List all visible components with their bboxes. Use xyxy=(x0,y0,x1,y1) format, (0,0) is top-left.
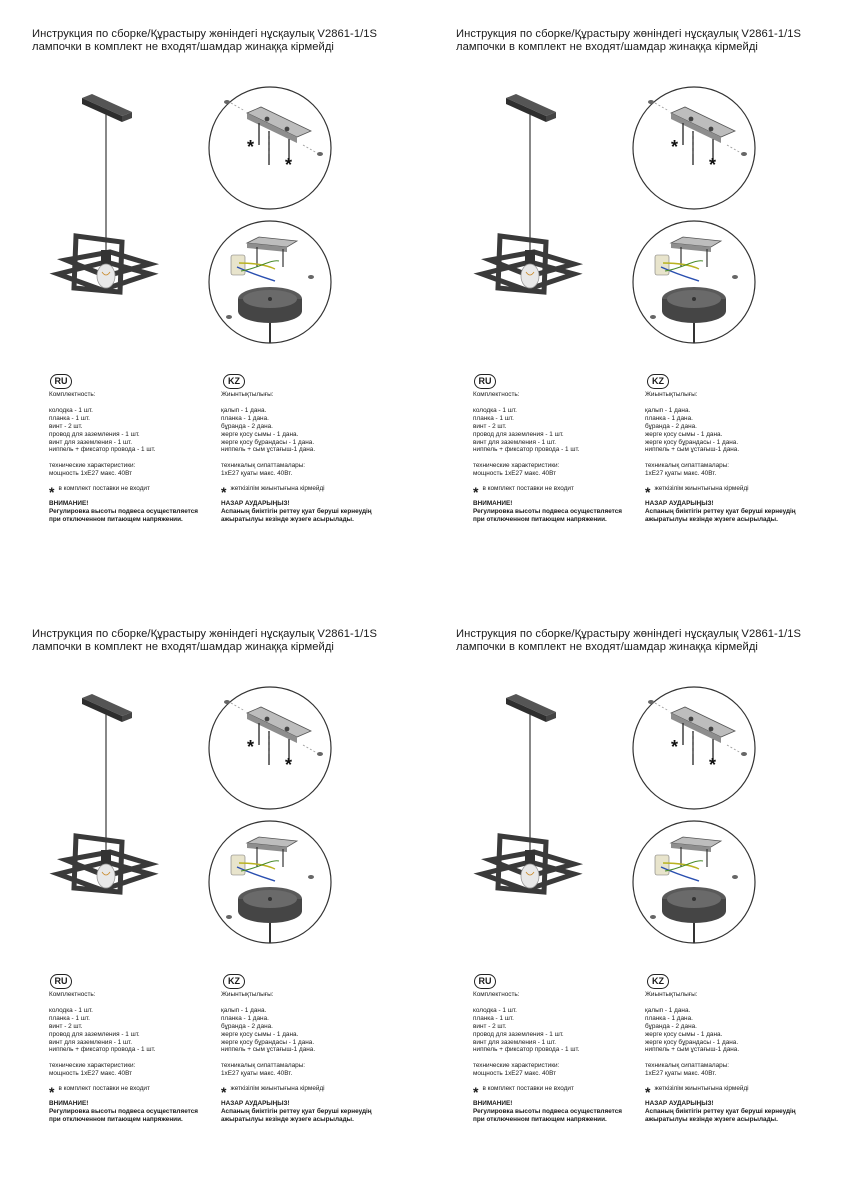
note-text: жеткізілім жиынтығына кірмейді xyxy=(230,1085,325,1093)
wiring-diagram xyxy=(631,219,757,345)
title-line2: лампочки в комплект не входят/шамдар жинаққа кірмейді xyxy=(456,641,758,653)
kz-column xyxy=(221,391,372,524)
warning-line: ажыратылуы кезінде жүзеге асырылады. xyxy=(221,515,354,523)
note-line xyxy=(49,484,198,501)
list-item: бұранда - 2 дана. xyxy=(221,1022,273,1030)
list-item: ниппель + сым ұстағыш-1 дана. xyxy=(645,1046,740,1054)
specs-heading: техникалық сипаттамалары: xyxy=(221,1062,306,1070)
mounting-plate-diagram xyxy=(631,85,757,211)
warning-title: НАЗАР АУДАРЫҢЫЗ! xyxy=(645,500,714,508)
warning-line: Аспаның биіктігін реттеу қуат беруші кернеудің xyxy=(221,1108,372,1116)
kz-heading: Жиынтықтылығы: xyxy=(645,991,698,998)
list-item: колодка - 1 шт. xyxy=(49,1006,93,1014)
ru-column xyxy=(49,391,198,524)
page-title xyxy=(32,628,377,654)
list-item: провод для заземления - 1 шт. xyxy=(473,1030,564,1038)
note-text: жеткізілім жиынтығына кірмейді xyxy=(654,485,749,493)
warning-line: Регулировка высоты подвеса осуществляется xyxy=(473,1108,623,1116)
list-item: винт для заземления - 1 шт. xyxy=(473,1038,557,1046)
warning-title: НАЗАР АУДАРЫҢЫЗ! xyxy=(221,1100,290,1108)
title-line1: Инструкция по сборке/Құрастыру жөніндегі нұсқаулық V2861-1/1S xyxy=(32,28,378,40)
warning-line: ажыратылуы кезінде жүзеге асырылады. xyxy=(221,1115,354,1123)
note-line xyxy=(221,1084,372,1101)
title-line2: лампочки в комплект не входят/шамдар жинаққа кірмейді xyxy=(32,641,334,653)
list-item: қалып - 1 дана. xyxy=(645,1006,691,1014)
warning-line: Регулировка высоты подвеса осуществляется xyxy=(473,508,623,516)
instruction-panel-bottom-right xyxy=(424,600,848,1200)
list-item: винт для заземления - 1 шт. xyxy=(473,438,557,446)
warning-title: ВНИМАНИЕ! xyxy=(49,1100,89,1108)
ru-column xyxy=(473,391,622,524)
specs-value: мощность 1хЕ27 макс. 40Вт xyxy=(473,470,557,478)
list-item: планка - 1 шт. xyxy=(49,1014,90,1022)
list-item: қалып - 1 дана. xyxy=(221,406,267,414)
kz-heading: Жиынтықтылығы: xyxy=(645,391,698,398)
note-line xyxy=(49,1084,198,1101)
kz-badge: KZ xyxy=(647,974,669,989)
list-item: бұранда - 2 дана. xyxy=(221,422,273,430)
note-line xyxy=(473,1084,622,1101)
note-text: жеткізілім жиынтығына кірмейді xyxy=(654,1085,749,1093)
asterisk-icon: * xyxy=(473,484,479,501)
list-item: ниппель + сым ұстағыш-1 дана. xyxy=(221,1046,316,1054)
list-item: ниппель + фиксатор провода - 1 шт. xyxy=(49,1046,156,1054)
wiring-diagram xyxy=(207,819,333,945)
asterisk-icon: * xyxy=(645,1084,651,1101)
instruction-panel-top-left xyxy=(0,0,424,600)
list-item: провод для заземления - 1 шт. xyxy=(49,430,140,438)
list-item: планка - 1 дана. xyxy=(221,414,269,422)
warning-line: Аспаның биіктігін реттеу қуат беруші кернеудің xyxy=(645,1108,796,1116)
wiring-diagram xyxy=(207,219,333,345)
title-line1: Инструкция по сборке/Құрастыру жөніндегі нұсқаулық V2861-1/1S xyxy=(456,28,802,40)
list-item: жерге қосу бұрандасы - 1 дана. xyxy=(645,438,739,446)
warning-line: при отключенном питающем напряжении. xyxy=(49,1115,183,1123)
list-item: винт - 2 шт. xyxy=(473,422,507,430)
instruction-panel-top-right xyxy=(424,0,848,600)
list-item: ниппель + фиксатор провода - 1 шт. xyxy=(473,1046,580,1054)
list-item: қалып - 1 дана. xyxy=(645,406,691,414)
instruction-panel-bottom-left xyxy=(0,600,424,1200)
ru-badge: RU xyxy=(50,374,72,389)
list-item: бұранда - 2 дана. xyxy=(645,422,697,430)
asterisk-icon: * xyxy=(473,1084,479,1101)
specs-heading: техникалық сипаттамалары: xyxy=(645,1062,730,1070)
wiring-diagram xyxy=(631,819,757,945)
warning-line: при отключенном питающем напряжении. xyxy=(473,1115,607,1123)
specs-value: 1хЕ27 қуаты макс. 40Вт. xyxy=(645,470,717,478)
list-item: винт для заземления - 1 шт. xyxy=(49,438,133,446)
specs-value: мощность 1хЕ27 макс. 40Вт xyxy=(473,1070,557,1078)
warning-line: Аспаның биіктігін реттеу қуат беруші кернеудің xyxy=(221,508,372,516)
kz-badge: KZ xyxy=(223,374,245,389)
warning-title: ВНИМАНИЕ! xyxy=(49,500,89,508)
list-item: жерге қосу сымы - 1 дана. xyxy=(221,1030,299,1038)
list-item: планка - 1 шт. xyxy=(49,414,90,422)
lamp-illustration xyxy=(48,92,160,332)
ru-column xyxy=(49,991,198,1124)
list-item: жерге қосу бұрандасы - 1 дана. xyxy=(645,1038,739,1046)
list-item: қалып - 1 дана. xyxy=(221,1006,267,1014)
title-line2: лампочки в комплект не входят/шамдар жинаққа кірмейді xyxy=(456,41,758,53)
ru-heading: Комплектность: xyxy=(473,391,520,398)
ru-badge: RU xyxy=(50,974,72,989)
specs-heading: технические характеристики: xyxy=(473,462,560,470)
note-text: жеткізілім жиынтығына кірмейді xyxy=(230,485,325,493)
page-title xyxy=(456,628,801,654)
list-item: провод для заземления - 1 шт. xyxy=(473,430,564,438)
list-item: винт - 2 шт. xyxy=(49,1022,83,1030)
warning-title: НАЗАР АУДАРЫҢЫЗ! xyxy=(645,1100,714,1108)
title-line1: Инструкция по сборке/Құрастыру жөніндегі нұсқаулық V2861-1/1S xyxy=(32,628,378,640)
specs-value: мощность 1хЕ27 макс. 40Вт xyxy=(49,1070,133,1078)
list-item: жерге қосу бұрандасы - 1 дана. xyxy=(221,438,315,446)
list-item: жерге қосу сымы - 1 дана. xyxy=(221,430,299,438)
specs-value: мощность 1хЕ27 макс. 40Вт xyxy=(49,470,133,478)
page-title xyxy=(32,28,377,54)
list-item: планка - 1 шт. xyxy=(473,414,514,422)
list-item: колодка - 1 шт. xyxy=(473,1006,517,1014)
note-text: в комплект поставки не входит xyxy=(482,485,574,493)
note-line xyxy=(473,484,622,501)
list-item: винт - 2 шт. xyxy=(473,1022,507,1030)
list-item: жерге қосу сымы - 1 дана. xyxy=(645,1030,723,1038)
list-item: ниппель + сым ұстағыш-1 дана. xyxy=(221,446,316,454)
ru-badge: RU xyxy=(474,974,496,989)
warning-line: ажыратылуы кезінде жүзеге асырылады. xyxy=(645,1115,778,1123)
note-text: в комплект поставки не входит xyxy=(58,485,150,493)
warning-line: ажыратылуы кезінде жүзеге асырылады. xyxy=(645,515,778,523)
kz-badge: KZ xyxy=(223,974,245,989)
kz-badge: KZ xyxy=(647,374,669,389)
specs-heading: техникалық сипаттамалары: xyxy=(645,462,730,470)
asterisk-icon: * xyxy=(49,1084,55,1101)
ru-column xyxy=(473,991,622,1124)
kz-heading: Жиынтықтылығы: xyxy=(221,991,274,998)
ru-badge: RU xyxy=(474,374,496,389)
warning-title: ВНИМАНИЕ! xyxy=(473,500,513,508)
kz-column xyxy=(645,991,796,1124)
warning-line: Регулировка высоты подвеса осуществляется xyxy=(49,1108,199,1116)
specs-value: 1хЕ27 қуаты макс. 40Вт. xyxy=(221,470,293,478)
kz-column xyxy=(645,391,796,524)
list-item: ниппель + сым ұстағыш-1 дана. xyxy=(645,446,740,454)
list-item: планка - 1 шт. xyxy=(473,1014,514,1022)
list-item: планка - 1 дана. xyxy=(645,1014,693,1022)
specs-heading: технические характеристики: xyxy=(49,462,136,470)
asterisk-icon: * xyxy=(645,484,651,501)
list-item: бұранда - 2 дана. xyxy=(645,1022,697,1030)
list-item: жерге қосу бұрандасы - 1 дана. xyxy=(221,1038,315,1046)
list-item: жерге қосу сымы - 1 дана. xyxy=(645,430,723,438)
warning-line: при отключенном питающем напряжении. xyxy=(473,515,607,523)
specs-heading: технические характеристики: xyxy=(473,1062,560,1070)
lamp-illustration xyxy=(472,692,584,932)
ru-heading: Комплектность: xyxy=(49,391,96,398)
list-item: колодка - 1 шт. xyxy=(49,406,93,414)
list-item: ниппель + фиксатор провода - 1 шт. xyxy=(473,446,580,454)
note-text: в комплект поставки не входит xyxy=(482,1085,574,1093)
specs-heading: технические характеристики: xyxy=(49,1062,136,1070)
title-line1: Инструкция по сборке/Құрастыру жөніндегі нұсқаулық V2861-1/1S xyxy=(456,628,802,640)
warning-line: при отключенном питающем напряжении. xyxy=(49,515,183,523)
specs-heading: техникалық сипаттамалары: xyxy=(221,462,306,470)
list-item: винт для заземления - 1 шт. xyxy=(49,1038,133,1046)
note-line xyxy=(221,484,372,501)
list-item: ниппель + фиксатор провода - 1 шт. xyxy=(49,446,156,454)
list-item: колодка - 1 шт. xyxy=(473,406,517,414)
warning-line: Аспаның биіктігін реттеу қуат беруші кернеудің xyxy=(645,508,796,516)
kz-heading: Жиынтықтылығы: xyxy=(221,391,274,398)
lamp-illustration xyxy=(48,692,160,932)
list-item: провод для заземления - 1 шт. xyxy=(49,1030,140,1038)
asterisk-icon: * xyxy=(221,484,227,501)
lamp-illustration xyxy=(472,92,584,332)
page-title xyxy=(456,28,801,54)
list-item: винт - 2 шт. xyxy=(49,422,83,430)
warning-title: НАЗАР АУДАРЫҢЫЗ! xyxy=(221,500,290,508)
note-line xyxy=(645,1084,796,1101)
specs-value: 1хЕ27 қуаты макс. 40Вт. xyxy=(645,1070,717,1078)
mounting-plate-diagram xyxy=(207,685,333,811)
asterisk-icon: * xyxy=(221,1084,227,1101)
ru-heading: Комплектность: xyxy=(473,991,520,998)
mounting-plate-diagram xyxy=(207,85,333,211)
note-line xyxy=(645,484,796,501)
mounting-plate-diagram xyxy=(631,685,757,811)
title-line2: лампочки в комплект не входят/шамдар жинаққа кірмейді xyxy=(32,41,334,53)
warning-line: Регулировка высоты подвеса осуществляется xyxy=(49,508,199,516)
specs-value: 1хЕ27 қуаты макс. 40Вт. xyxy=(221,1070,293,1078)
ru-heading: Комплектность: xyxy=(49,991,96,998)
list-item: планка - 1 дана. xyxy=(221,1014,269,1022)
asterisk-icon: * xyxy=(49,484,55,501)
kz-column xyxy=(221,991,372,1124)
list-item: планка - 1 дана. xyxy=(645,414,693,422)
warning-title: ВНИМАНИЕ! xyxy=(473,1100,513,1108)
note-text: в комплект поставки не входит xyxy=(58,1085,150,1093)
